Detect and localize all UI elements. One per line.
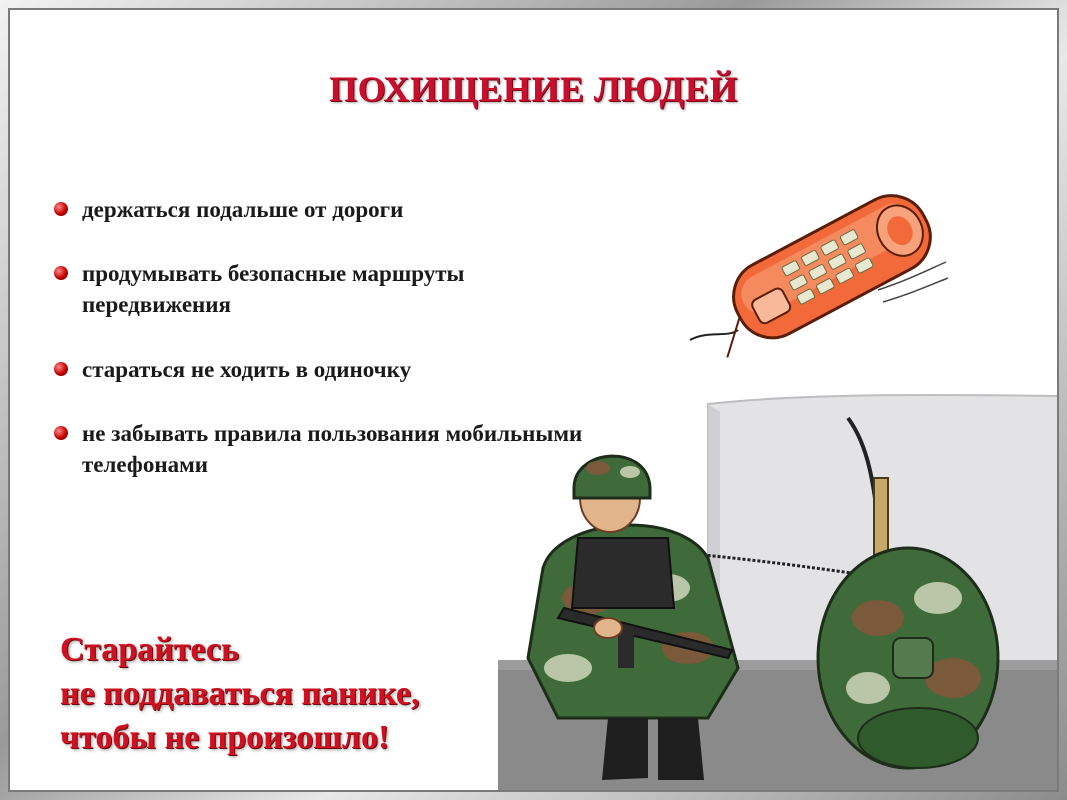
soldier-scene-illustration: [498, 388, 1059, 792]
bullet-text: держаться подальше от дороги: [82, 197, 404, 222]
slide: [8, 8, 1059, 792]
bullet-text: стараться не ходить в одиночку: [82, 357, 412, 382]
cordless-phone-icon: [678, 170, 958, 360]
bullet-item: [54, 194, 403, 225]
bullet-dot-icon: [54, 266, 68, 280]
bullet-text: продумывать безопасные маршруты: [82, 261, 465, 286]
callout-line: не поддаваться панике,: [60, 675, 420, 712]
bullet-text-continued: передвижения: [82, 292, 231, 317]
bullet-dot-icon: [54, 202, 68, 216]
bullet-dot-icon: [54, 426, 68, 440]
bullet-text-continued: телефонами: [82, 452, 208, 477]
bullet-item: [54, 354, 411, 385]
warning-callout: [60, 628, 419, 760]
callout-line: Старайтесь: [60, 631, 239, 668]
bullet-text: не забывать правила пользования мобильными: [82, 421, 583, 446]
bullet-item: [54, 258, 464, 320]
slide-title: ПОХИЩЕНИЕ ЛЮДЕЙ: [329, 69, 738, 109]
bullet-dot-icon: [54, 362, 68, 376]
callout-line: чтобы не произошло!: [60, 719, 390, 756]
